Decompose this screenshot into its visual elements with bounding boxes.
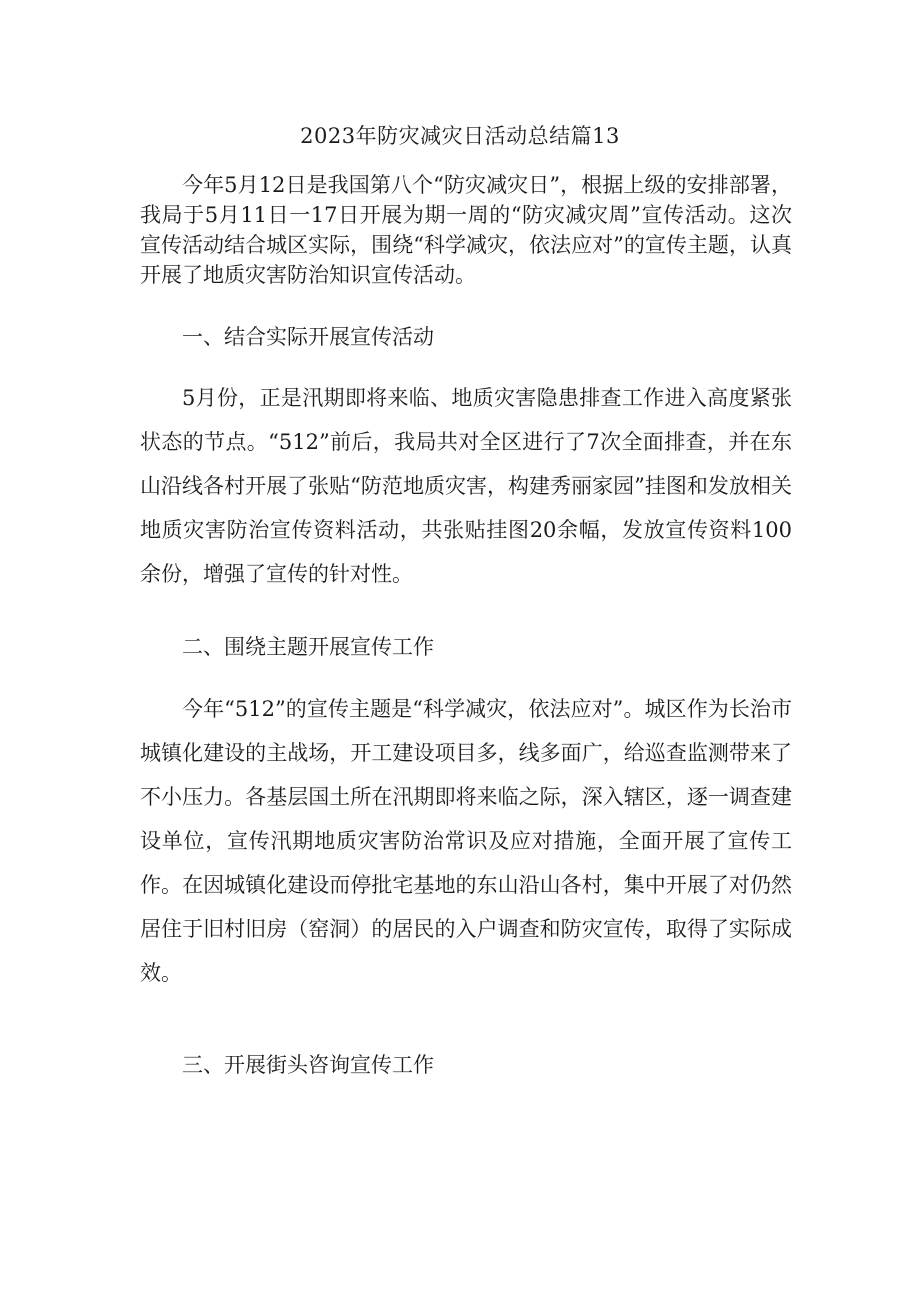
section-heading-1: 一、结合实际开展宣传活动 (182, 325, 434, 349)
intro-paragraph: 今年5月12日是我国第八个“防灾减灾日”，根据上级的安排部署，我局于5月11日一17日开展为期一周的“防灾减灾周”宣传活动。这次宣传活动结合城区实际，围绕“科学减灾，依法应对”的宣传主题，认真开展了地质灾害防治知识宣传活动。 (140, 173, 792, 287)
section-body-2: 今年“512”的宣传主题是“科学减灾，依法应对”。城区作为长治市城镇化建设的主战场，开工建设项目多，线多面广，给巡查监测带来了不小压力。各基层国土所在汛期即将来临之际，深入辖区，逐一调查建设单位，宣传汛期地质灾害防治常识及应对措施，全面开展了宣传工作。在因城镇化建设而停批宅基地的东山沿山各村，集中开展了对仍然居住于旧村旧房（窑洞）的居民的入户调查和防灾宣传，取得了实际成效。 (140, 697, 792, 985)
section-heading-2: 二、围绕主题开展宣传工作 (182, 635, 434, 659)
section-body-1: 5月份，正是汛期即将来临、地质灾害隐患排查工作进入高度紧张状态的节点。“512”前后，我局共对全区进行了7次全面排查，并在东山沿线各村开展了张贴“防范地质灾害，构建秀丽家园”挂图和发放相关地质灾害防治宣传资料活动，共张贴挂图20余幅，发放宣传资料100余份，增强了宣传的针对性。 (140, 386, 792, 586)
section-heading-3: 三、开展街头咨询宣传工作 (182, 1053, 434, 1077)
document-title: 2023年防灾减灾日活动总结篇13 (300, 124, 620, 148)
